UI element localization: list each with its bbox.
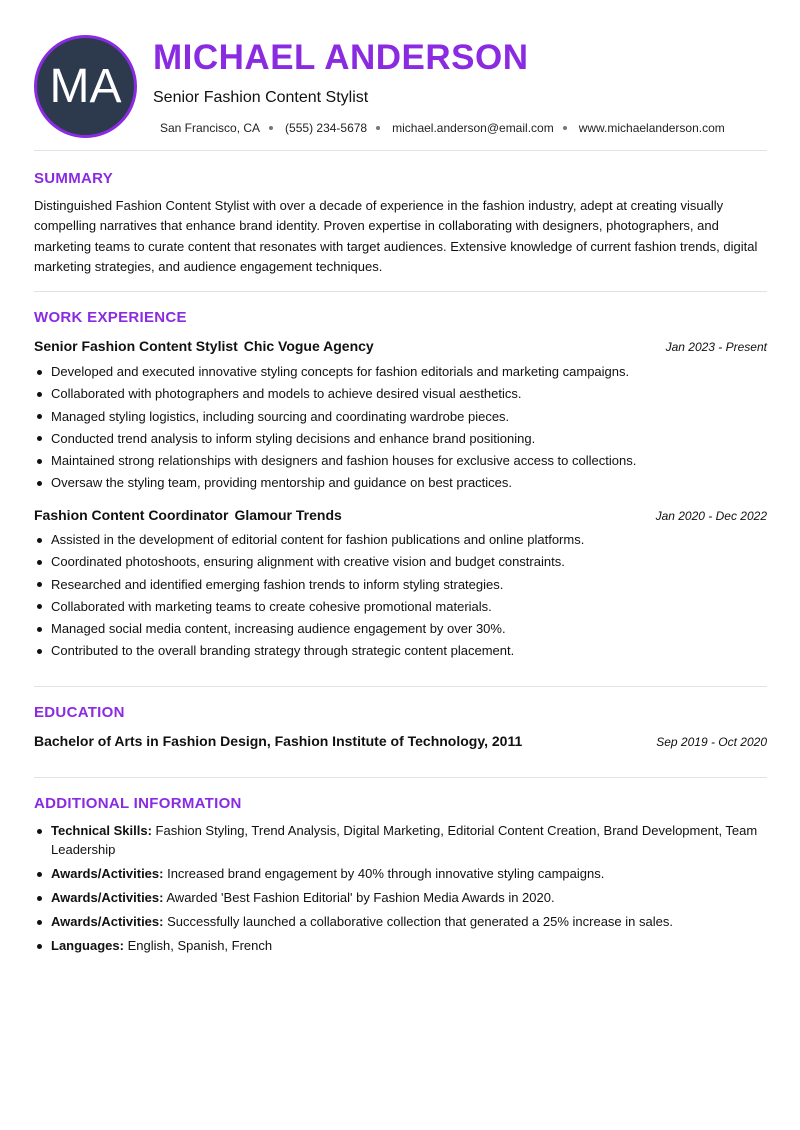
list-item: Contributed to the overall branding strategy through strategic content placement. — [34, 642, 767, 659]
info-text: Awarded 'Best Fashion Editorial' by Fashion Media Awards in 2020. — [166, 890, 555, 905]
contact-location: San Francisco, CA — [160, 121, 261, 135]
divider — [34, 150, 767, 151]
job-title-line — [34, 338, 374, 354]
job-title-line — [34, 507, 342, 523]
info-label: Languages: — [51, 938, 124, 953]
education-dates: Sep 2019 - Oct 2020 — [656, 735, 767, 749]
job-company: Glamour Trends — [234, 507, 342, 523]
candidate-role: Senior Fashion Content Stylist — [153, 89, 369, 106]
additional-heading: ADDITIONAL INFORMATION — [34, 795, 242, 812]
contact-website[interactable]: www.michaelanderson.com — [578, 121, 725, 135]
divider — [34, 291, 767, 292]
list-item: Developed and executed innovative styling concepts for fashion editorials and marketing campaigns. — [34, 363, 767, 380]
list-item — [34, 864, 767, 883]
experience-heading: WORK EXPERIENCE — [34, 309, 187, 326]
job-header — [34, 338, 767, 354]
candidate-name: MICHAEL ANDERSON — [153, 38, 529, 77]
list-item — [34, 821, 767, 859]
job-dates: Jan 2023 - Present — [665, 340, 767, 354]
list-item: Managed styling logistics, including sourcing and coordinating wardrobe pieces. — [34, 408, 767, 425]
summary-text: Distinguished Fashion Content Stylist with over a decade of experience in the fashion industry, adept at creating visually compelling narratives that enhance brand identity. Proven expertise in collaborating with designers, photographers, and marketing teams to curate content that resonates with target audiences. Extensive knowledge of current fashion trends, digital marketing strategies, and audience engagement techniques. — [34, 198, 758, 274]
education-degree: Bachelor of Arts in Fashion Design, Fashion Institute of Technology, 2011 — [34, 733, 523, 749]
job-title: Senior Fashion Content Stylist — [34, 338, 238, 354]
job-title: Fashion Content Coordinator — [34, 507, 229, 523]
divider — [34, 686, 767, 687]
divider — [34, 777, 767, 778]
job-bullets — [34, 531, 767, 665]
education-heading: EDUCATION — [34, 704, 125, 721]
contact-phone: (555) 234-5678 — [285, 121, 368, 135]
avatar-initials: MA — [49, 60, 122, 113]
info-text: Fashion Styling, Trend Analysis, Digital Marketing, Editorial Content Creation, Brand Development, Team Leadership — [51, 823, 758, 857]
info-label: Awards/Activities: — [51, 914, 164, 929]
list-item — [34, 912, 767, 931]
contact-email[interactable]: michael.anderson@email.com — [392, 121, 554, 135]
list-item: Maintained strong relationships with designers and fashion houses for exclusive access to collections. — [34, 452, 767, 469]
list-item — [34, 936, 767, 955]
resume-header — [0, 0, 800, 150]
info-text: Increased brand engagement by 40% through innovative styling campaigns. — [167, 866, 605, 881]
info-text: Successfully launched a collaborative collection that generated a 25% increase in sales. — [167, 914, 673, 929]
list-item: Collaborated with marketing teams to create cohesive promotional materials. — [34, 598, 767, 615]
separator-dot-icon — [269, 126, 273, 130]
info-label: Technical Skills: — [51, 823, 152, 838]
avatar — [34, 35, 137, 138]
summary-heading: SUMMARY — [34, 170, 114, 187]
additional-list — [34, 821, 767, 960]
list-item: Assisted in the development of editorial content for fashion publications and online platforms. — [34, 531, 767, 548]
list-item — [34, 888, 767, 907]
list-item: Researched and identified emerging fashion trends to inform styling strategies. — [34, 576, 767, 593]
list-item: Managed social media content, increasing audience engagement by over 30%. — [34, 620, 767, 637]
info-label: Awards/Activities: — [51, 890, 164, 905]
job-dates: Jan 2020 - Dec 2022 — [655, 509, 767, 523]
info-label: Awards/Activities: — [51, 866, 164, 881]
contact-line — [160, 121, 725, 135]
list-item: Collaborated with photographers and models to achieve desired visual aesthetics. — [34, 385, 767, 402]
job-company: Chic Vogue Agency — [243, 338, 374, 354]
separator-dot-icon — [376, 126, 380, 130]
education-entry — [34, 733, 767, 749]
list-item: Coordinated photoshoots, ensuring alignment with creative vision and budget constraints. — [34, 553, 767, 570]
separator-dot-icon — [563, 126, 567, 130]
list-item: Oversaw the styling team, providing mentorship and guidance on best practices. — [34, 474, 767, 491]
job-header — [34, 507, 767, 523]
info-text: English, Spanish, French — [127, 938, 273, 953]
job-bullets — [34, 363, 767, 497]
list-item: Conducted trend analysis to inform styling decisions and enhance brand positioning. — [34, 430, 767, 447]
